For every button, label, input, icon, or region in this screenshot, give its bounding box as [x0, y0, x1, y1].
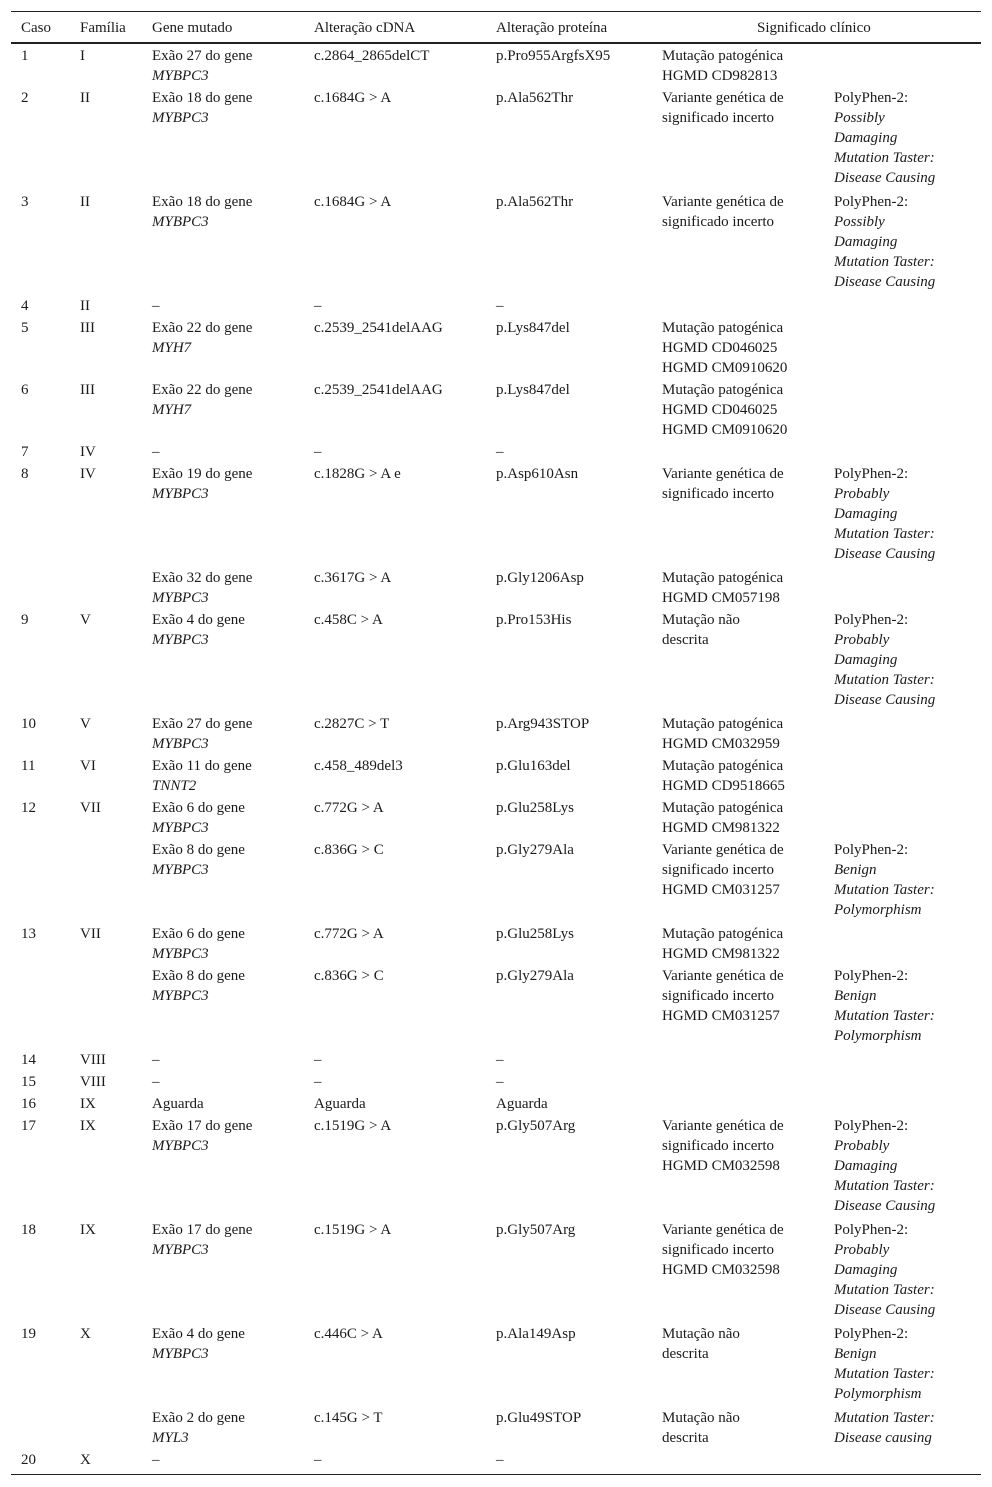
prediction-tool-label: PolyPhen-2: [834, 968, 909, 984]
prediction-tool-label: Mutation Taster: [834, 882, 935, 898]
cell-gene [152, 714, 252, 754]
header-significado: Significado clínico [757, 20, 871, 36]
cell-proteina: p.Glu258Lys [496, 800, 574, 816]
cell-proteina: p.Glu163del [496, 758, 571, 774]
gene-name: MYBPC3 [152, 214, 209, 230]
cell-cdna: Aguarda [314, 1096, 366, 1112]
cell-significado [662, 192, 784, 232]
prediction-verdict: Mutation Taster: [834, 1410, 935, 1426]
significado-line: HGMD CM057198 [662, 590, 780, 606]
cell-proteina: p.Gly507Arg [496, 1222, 576, 1238]
cell-cdna: – [314, 444, 322, 460]
significado-line: Mutação não [662, 1410, 740, 1426]
cell-cdna: c.836G > C [314, 968, 384, 984]
cell-gene [152, 1116, 252, 1156]
cell-caso: 6 [21, 382, 29, 398]
prediction-tool-label: Mutation Taster: [834, 254, 935, 270]
header-cdna: Alteração cDNA [314, 20, 416, 36]
gene-exon-text: Exão 4 do gene [152, 1326, 245, 1342]
cell-cdna: c.836G > C [314, 842, 384, 858]
cell-cdna: c.458_489del3 [314, 758, 403, 774]
cell-prediction-tools [834, 464, 935, 564]
cell-cdna: c.458C > A [314, 612, 383, 628]
significado-line: descrita [662, 1430, 709, 1446]
cell-cdna: c.1828G > A e [314, 466, 401, 482]
prediction-verdict: Damaging [834, 652, 898, 668]
prediction-verdict: Disease Causing [834, 692, 936, 708]
cell-cdna: c.1684G > A [314, 90, 392, 106]
significado-line: Variante genética de [662, 968, 784, 984]
gene-name: MYH7 [152, 402, 192, 418]
cell-proteina: – [496, 1052, 504, 1068]
gene-exon-text: Exão 18 do gene [152, 90, 253, 106]
prediction-verdict: Polymorphism [834, 1386, 922, 1402]
cell-significado [662, 714, 783, 754]
significado-line: Mutação não [662, 1326, 740, 1342]
cell-significado [662, 318, 787, 378]
prediction-verdict: Polymorphism [834, 902, 922, 918]
prediction-verdict: Probably [834, 1138, 890, 1154]
cell-familia: V [80, 612, 91, 628]
header-proteina: Alteração proteína [496, 20, 608, 36]
cell-gene [152, 1220, 252, 1260]
cell-proteina: p.Gly1206Asp [496, 570, 584, 586]
prediction-tool-label: Mutation Taster: [834, 526, 935, 542]
cell-caso: 13 [21, 926, 36, 942]
prediction-verdict: Benign [834, 862, 877, 878]
cell-caso: 15 [21, 1074, 36, 1090]
gene-name: MYBPC3 [152, 862, 209, 878]
cell-proteina: p.Ala149Asp [496, 1326, 576, 1342]
significado-line: HGMD CD046025 [662, 340, 778, 356]
cell-gene [152, 1450, 160, 1470]
significado-line: HGMD CM031257 [662, 1008, 780, 1024]
cell-proteina: – [496, 444, 504, 460]
cell-gene [152, 192, 252, 232]
prediction-verdict: Probably [834, 486, 890, 502]
prediction-tool-label: Mutation Taster: [834, 150, 935, 166]
gene-exon-text: Exão 6 do gene [152, 926, 245, 942]
prediction-tool-label: PolyPhen-2: [834, 1118, 909, 1134]
cell-caso: 20 [21, 1452, 36, 1468]
cell-familia: VII [80, 926, 101, 942]
cell-prediction-tools [834, 1324, 935, 1404]
cell-significado [662, 46, 783, 86]
cell-cdna: c.2539_2541delAAG [314, 382, 443, 398]
cell-gene [152, 840, 245, 880]
prediction-tool-label: PolyPhen-2: [834, 90, 909, 106]
significado-line: Variante genética de [662, 1222, 784, 1238]
cell-familia: IX [80, 1096, 96, 1112]
prediction-verdict: Possibly [834, 214, 885, 230]
gene-exon-text: – [152, 1074, 160, 1090]
cell-caso: 17 [21, 1118, 36, 1134]
gene-exon-text: Exão 2 do gene [152, 1410, 245, 1426]
cell-cdna: – [314, 1452, 322, 1468]
gene-name: MYH7 [152, 340, 192, 356]
cell-familia: IX [80, 1222, 96, 1238]
gene-exon-text: Exão 6 do gene [152, 800, 245, 816]
significado-line: Variante genética de [662, 466, 784, 482]
cell-gene [152, 1072, 160, 1092]
significado-line: significado incerto [662, 1242, 775, 1258]
cell-cdna: c.1519G > A [314, 1118, 392, 1134]
significado-line: HGMD CM032598 [662, 1262, 780, 1278]
significado-line: HGMD CD982813 [662, 68, 778, 84]
cell-familia: I [80, 48, 85, 64]
prediction-verdict: Damaging [834, 506, 898, 522]
significado-line: Variante genética de [662, 1118, 784, 1134]
significado-line: HGMD CM032598 [662, 1158, 780, 1174]
gene-name: MYBPC3 [152, 1138, 209, 1154]
cell-proteina: – [496, 1074, 504, 1090]
table-header [11, 11, 981, 44]
cell-gene [152, 380, 252, 420]
prediction-tool-label: PolyPhen-2: [834, 612, 909, 628]
cell-gene [152, 756, 252, 796]
cell-gene [152, 296, 160, 316]
significado-line: Mutação patogénica [662, 320, 784, 336]
cell-significado [662, 380, 787, 440]
gene-name: MYL3 [152, 1430, 189, 1446]
gene-name: MYBPC3 [152, 946, 209, 962]
gene-name: MYBPC3 [152, 68, 209, 84]
significado-line: Mutação não [662, 612, 740, 628]
cell-proteina: p.Gly507Arg [496, 1118, 576, 1134]
cell-gene [152, 46, 252, 86]
cell-caso: 10 [21, 716, 36, 732]
cell-significado [662, 464, 784, 504]
gene-name: MYBPC3 [152, 486, 209, 502]
gene-exon-text: Exão 32 do gene [152, 570, 253, 586]
gene-exon-text: – [152, 444, 160, 460]
significado-line: HGMD CM0910620 [662, 422, 788, 438]
prediction-tool-label: PolyPhen-2: [834, 1222, 909, 1238]
gene-exon-text: – [152, 1052, 160, 1068]
cell-gene [152, 1324, 245, 1364]
gene-exon-text: Exão 22 do gene [152, 320, 253, 336]
header-familia: Família [80, 20, 126, 36]
cell-caso: 14 [21, 1052, 36, 1068]
cell-significado [662, 966, 784, 1026]
cell-cdna: c.3617G > A [314, 570, 392, 586]
gene-name: MYBPC3 [152, 988, 209, 1004]
cell-familia: II [80, 298, 90, 314]
cell-cdna: – [314, 1074, 322, 1090]
table-bottom-rule [11, 1474, 981, 1475]
cell-familia: IV [80, 444, 96, 460]
significado-line: HGMD CD046025 [662, 402, 778, 418]
gene-exon-text: Exão 27 do gene [152, 48, 253, 64]
prediction-verdict: Disease Causing [834, 274, 936, 290]
gene-exon-text: Exão 8 do gene [152, 968, 245, 984]
cell-caso: 7 [21, 444, 29, 460]
cell-caso: 4 [21, 298, 29, 314]
cell-significado [662, 756, 785, 796]
cell-proteina: p.Ala562Thr [496, 194, 574, 210]
significado-line: Variante genética de [662, 194, 784, 210]
cell-proteina: p.Pro955ArgfsX95 [496, 48, 611, 64]
cell-familia: VIII [80, 1074, 106, 1090]
significado-line: Mutação patogénica [662, 926, 784, 942]
cell-caso: 2 [21, 90, 29, 106]
significado-line: Mutação patogénica [662, 758, 784, 774]
cell-familia: III [80, 382, 95, 398]
prediction-verdict: Benign [834, 1346, 877, 1362]
significado-line: significado incerto [662, 486, 775, 502]
cell-cdna: c.1684G > A [314, 194, 392, 210]
gene-exon-text: – [152, 298, 160, 314]
prediction-verdict: Polymorphism [834, 1028, 922, 1044]
cell-familia: IX [80, 1118, 96, 1134]
cell-gene [152, 1050, 160, 1070]
prediction-tool-label: PolyPhen-2: [834, 466, 909, 482]
cell-gene [152, 318, 252, 358]
cell-significado [662, 610, 740, 650]
gene-exon-text: Exão 17 do gene [152, 1118, 253, 1134]
significado-line: HGMD CD9518665 [662, 778, 785, 794]
prediction-verdict: Disease Causing [834, 1198, 936, 1214]
cell-gene [152, 798, 245, 838]
cell-proteina: p.Gly279Ala [496, 968, 574, 984]
cell-prediction-tools [834, 1408, 935, 1448]
cell-prediction-tools [834, 966, 935, 1046]
gene-name: MYBPC3 [152, 590, 209, 606]
cell-familia: X [80, 1452, 91, 1468]
cell-gene [152, 1408, 245, 1448]
gene-name: MYBPC3 [152, 820, 209, 836]
cell-familia: X [80, 1326, 91, 1342]
prediction-verdict: Damaging [834, 234, 898, 250]
cell-gene [152, 610, 245, 650]
gene-name: MYBPC3 [152, 736, 209, 752]
significado-line: HGMD CM981322 [662, 820, 780, 836]
cell-prediction-tools [834, 192, 935, 292]
cell-proteina: – [496, 298, 504, 314]
cell-proteina: p.Lys847del [496, 320, 570, 336]
cell-familia: IV [80, 466, 96, 482]
significado-line: significado incerto [662, 1138, 775, 1154]
cell-cdna: c.2864_2865delCT [314, 48, 430, 64]
cell-caso: 12 [21, 800, 36, 816]
cell-proteina: p.Arg943STOP [496, 716, 590, 732]
gene-exon-text: – [152, 1452, 160, 1468]
cell-proteina: p.Glu258Lys [496, 926, 574, 942]
cell-significado [662, 88, 784, 128]
prediction-tool-label: Mutation Taster: [834, 1008, 935, 1024]
cell-cdna: c.772G > A [314, 926, 384, 942]
cell-caso: 8 [21, 466, 29, 482]
cell-significado [662, 1116, 784, 1176]
cell-proteina: p.Asp610Asn [496, 466, 579, 482]
prediction-tool-label: PolyPhen-2: [834, 194, 909, 210]
cell-cdna: c.772G > A [314, 800, 384, 816]
prediction-tool-label: PolyPhen-2: [834, 842, 909, 858]
cell-familia: VII [80, 800, 101, 816]
cell-significado [662, 1324, 740, 1364]
gene-exon-text: Exão 8 do gene [152, 842, 245, 858]
significado-line: HGMD CM981322 [662, 946, 780, 962]
header-caso: Caso [21, 20, 51, 36]
cell-proteina: – [496, 1452, 504, 1468]
gene-exon-text: Exão 19 do gene [152, 466, 253, 482]
significado-line: significado incerto [662, 110, 775, 126]
gene-exon-text: Exão 11 do gene [152, 758, 252, 774]
significado-line: significado incerto [662, 988, 775, 1004]
cell-gene [152, 88, 252, 128]
gene-name: MYBPC3 [152, 1346, 209, 1362]
prediction-verdict: Disease causing [834, 1430, 932, 1446]
cell-prediction-tools [834, 88, 935, 188]
cell-gene [152, 568, 252, 608]
cell-significado [662, 1408, 740, 1448]
cell-cdna: – [314, 298, 322, 314]
cell-familia: VI [80, 758, 96, 774]
gene-exon-text: Exão 4 do gene [152, 612, 245, 628]
significado-line: HGMD CM031257 [662, 882, 780, 898]
significado-line: descrita [662, 632, 709, 648]
cell-caso: 1 [21, 48, 29, 64]
cell-caso: 5 [21, 320, 29, 336]
cell-significado [662, 1220, 784, 1280]
cell-prediction-tools [834, 840, 935, 920]
prediction-verdict: Probably [834, 632, 890, 648]
cell-significado [662, 568, 783, 608]
prediction-verdict: Disease Causing [834, 1302, 936, 1318]
cell-caso: 19 [21, 1326, 36, 1342]
cell-caso: 18 [21, 1222, 36, 1238]
cell-prediction-tools [834, 1116, 935, 1216]
prediction-tool-label: Mutation Taster: [834, 1366, 935, 1382]
cell-caso: 9 [21, 612, 29, 628]
prediction-tool-label: Mutation Taster: [834, 1178, 935, 1194]
cell-familia: VIII [80, 1052, 106, 1068]
cell-proteina: p.Ala562Thr [496, 90, 574, 106]
gene-name: MYBPC3 [152, 632, 209, 648]
prediction-verdict: Damaging [834, 130, 898, 146]
gene-name: TNNT2 [152, 778, 197, 794]
prediction-tool-label: Mutation Taster: [834, 1282, 935, 1298]
cell-significado [662, 840, 784, 900]
gene-exon-text: Aguarda [152, 1096, 204, 1112]
cell-caso: 16 [21, 1096, 36, 1112]
cell-caso: 3 [21, 194, 29, 210]
cell-cdna: c.2827C > T [314, 716, 390, 732]
cell-caso: 11 [21, 758, 36, 774]
cell-cdna: c.2539_2541delAAG [314, 320, 443, 336]
gene-exon-text: Exão 17 do gene [152, 1222, 253, 1238]
gene-exon-text: Exão 18 do gene [152, 194, 253, 210]
prediction-tool-label: PolyPhen-2: [834, 1326, 909, 1342]
cell-cdna: c.1519G > A [314, 1222, 392, 1238]
prediction-verdict: Disease Causing [834, 546, 936, 562]
cell-proteina: p.Gly279Ala [496, 842, 574, 858]
cell-proteina: p.Lys847del [496, 382, 570, 398]
cell-proteina: p.Pro153His [496, 612, 572, 628]
cell-familia: V [80, 716, 91, 732]
significado-line: Mutação patogénica [662, 716, 784, 732]
gene-exon-text: Exão 27 do gene [152, 716, 253, 732]
significado-line: Mutação patogénica [662, 570, 784, 586]
prediction-verdict: Damaging [834, 1158, 898, 1174]
cell-prediction-tools [834, 1220, 935, 1320]
cell-familia: III [80, 320, 95, 336]
prediction-verdict: Damaging [834, 1262, 898, 1278]
significado-line: HGMD CM0910620 [662, 360, 788, 376]
significado-line: Variante genética de [662, 90, 784, 106]
significado-line: Mutação patogénica [662, 800, 784, 816]
cell-gene [152, 464, 252, 504]
significado-line: Mutação patogénica [662, 382, 784, 398]
gene-name: MYBPC3 [152, 1242, 209, 1258]
cell-gene [152, 442, 160, 462]
significado-line: significado incerto [662, 214, 775, 230]
prediction-verdict: Benign [834, 988, 877, 1004]
significado-line: HGMD CM032959 [662, 736, 780, 752]
significado-line: descrita [662, 1346, 709, 1362]
cell-gene [152, 924, 245, 964]
cell-proteina: p.Glu49STOP [496, 1410, 582, 1426]
header-gene: Gene mutado [152, 20, 233, 36]
prediction-verdict: Possibly [834, 110, 885, 126]
cell-significado [662, 798, 783, 838]
cell-cdna: – [314, 1052, 322, 1068]
cell-prediction-tools [834, 610, 935, 710]
gene-name: MYBPC3 [152, 110, 209, 126]
cell-proteina: Aguarda [496, 1096, 548, 1112]
cell-familia: II [80, 90, 90, 106]
prediction-verdict: Disease Causing [834, 170, 936, 186]
cell-familia: II [80, 194, 90, 210]
significado-line: significado incerto [662, 862, 775, 878]
cell-cdna: c.145G > T [314, 1410, 383, 1426]
significado-line: Variante genética de [662, 842, 784, 858]
cell-cdna: c.446C > A [314, 1326, 383, 1342]
prediction-tool-label: Mutation Taster: [834, 672, 935, 688]
gene-exon-text: Exão 22 do gene [152, 382, 253, 398]
cell-gene [152, 966, 245, 1006]
cell-significado [662, 924, 783, 964]
cell-gene [152, 1094, 204, 1114]
significado-line: Mutação patogénica [662, 48, 784, 64]
prediction-verdict: Probably [834, 1242, 890, 1258]
